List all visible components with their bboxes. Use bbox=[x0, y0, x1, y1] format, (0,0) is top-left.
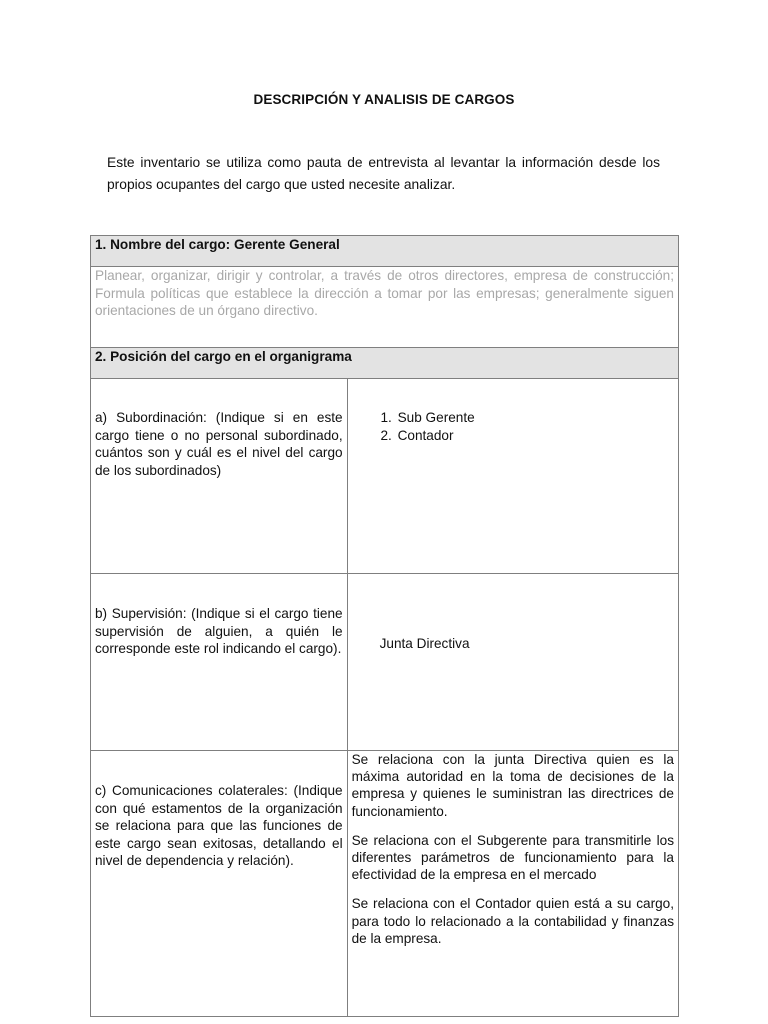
subordinacion-question: a) Subordinación: (Indique si en este cargo tiene o no personal subordinado, cuántos son y cuál es el nivel del cargo de los subordinados) bbox=[91, 379, 348, 574]
comunicaciones-answer-1: Se relaciona con la junta Directiva quien es la máxima autoridad en la toma de decisiones de la empresa y quienes le suministran las directrices de funcionamiento. bbox=[351, 752, 674, 819]
section2-heading: 2. Posición del cargo en el organigrama bbox=[91, 348, 679, 379]
comunicaciones-answer-cell bbox=[347, 751, 678, 1017]
list-item: 1. Sub Gerente bbox=[396, 409, 674, 427]
supervision-answer-cell bbox=[347, 574, 678, 751]
section1-heading: 1. Nombre del cargo: Gerente General bbox=[91, 236, 679, 267]
comunicaciones-answer-2: Se relaciona con el Subgerente para transmitirle los diferentes parámetros de funcionamiento para la efectividad de la empresa en el mercado bbox=[351, 832, 674, 883]
supervision-question: b) Supervisión: (Indique si el cargo tiene supervisión de alguien, a quién le corresponde este rol indicando el cargo). bbox=[91, 574, 348, 751]
subordinacion-answer-cell bbox=[347, 379, 678, 574]
intro-paragraph: Este inventario se utiliza como pauta de entrevista al levantar la información desde los propios ocupantes del cargo que usted necesite analizar. bbox=[107, 155, 660, 192]
section2-header-row bbox=[91, 348, 679, 379]
comunicaciones-question: c) Comunicaciones colaterales: (Indique con qué estamentos de la organización se relaciona para que las funciones de este cargo sean exitosas, detallando el nivel de dependencia y relación). bbox=[91, 751, 348, 1017]
page-title: DESCRIPCIÓN Y ANALISIS DE CARGOS bbox=[253, 92, 515, 107]
supervision-row bbox=[91, 574, 679, 751]
supervision-answer: Junta Directiva bbox=[379, 636, 470, 651]
subordinacion-row bbox=[91, 379, 679, 574]
job-analysis-table bbox=[90, 235, 679, 1017]
comunicaciones-row bbox=[91, 751, 679, 1017]
section1-description-row bbox=[91, 267, 679, 348]
list-item: 2. Contador bbox=[396, 427, 674, 445]
job-description-text: Planear, organizar, dirigir y controlar, a través de otros directores, empresa de construcción; Formula políticas que establece la dirección a tomar por las empresas; generalmente siguen orientaciones de un órgano directivo. bbox=[91, 267, 679, 348]
section1-header-row bbox=[91, 236, 679, 267]
comunicaciones-answer-3: Se relaciona con el Contador quien está a su cargo, para todo lo relacionado a la contabilidad y finanzas de la empresa. bbox=[351, 896, 674, 946]
subordinates-list bbox=[352, 409, 674, 444]
